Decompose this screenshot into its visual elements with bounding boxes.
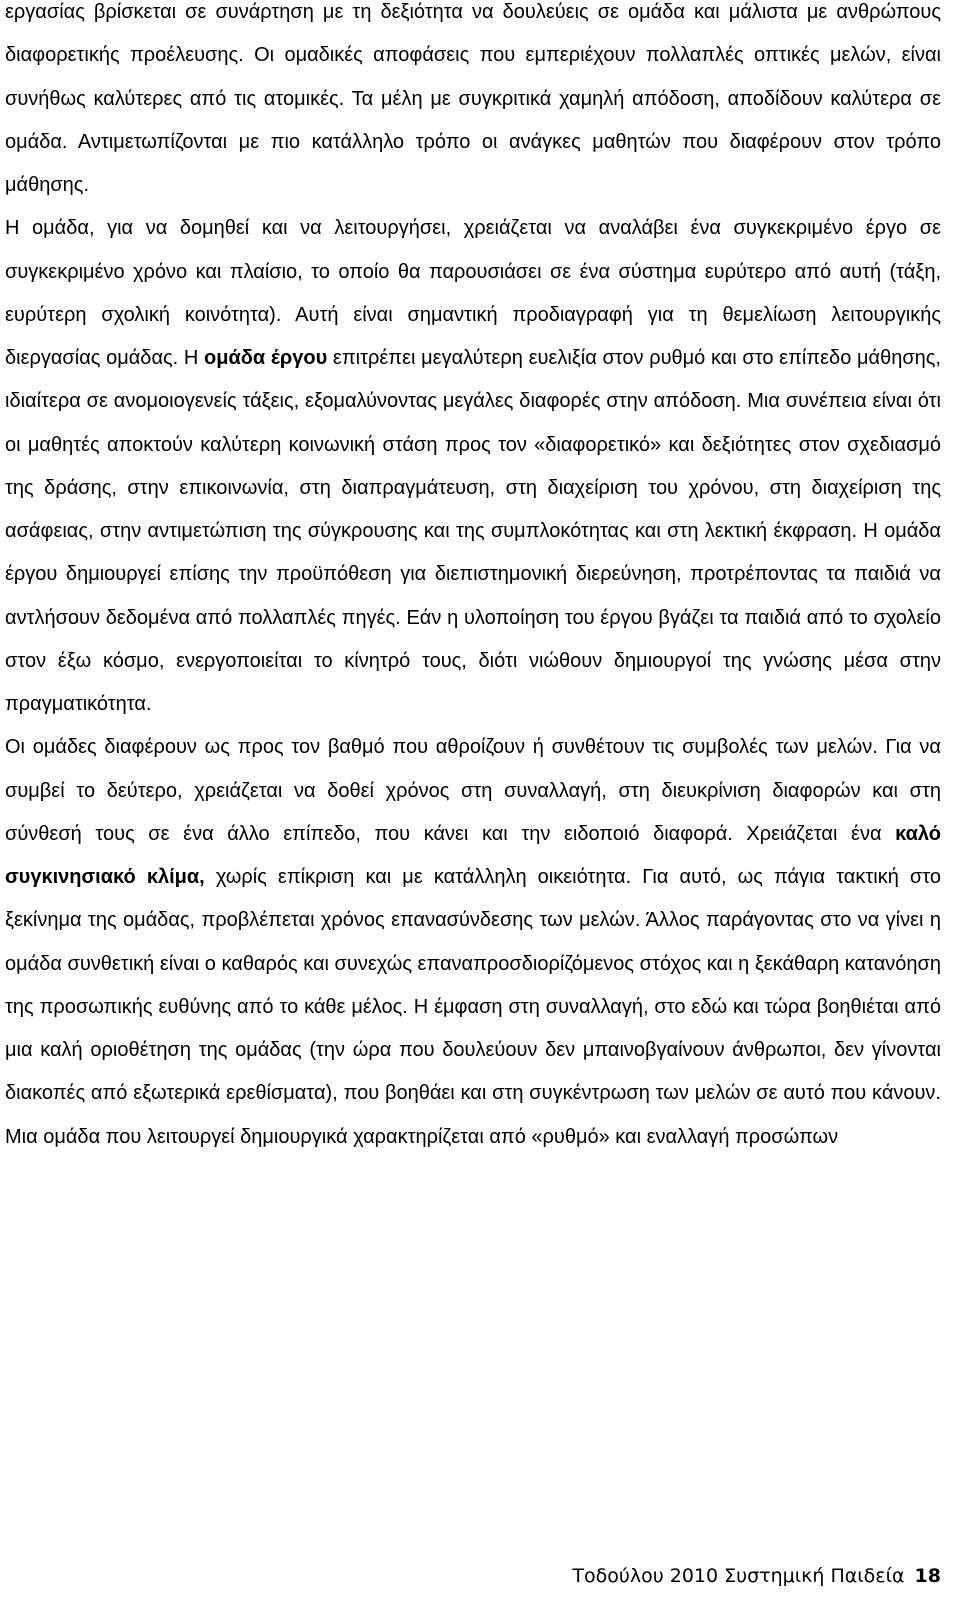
paragraph-1-text: εργασίας βρίσκεται σε συνάρτηση με τη δεξιότητα να δουλεύεις σε ομάδα και μάλιστα με ανθρώπους διαφορετικής προέλευσης. Οι ομαδικές αποφάσεις που εμπεριέχουν πολλαπλές οπτικές μελών, είναι συνήθως καλύτερες από τις ατομικές. Τα μέλη με συγκριτικά χαμηλή απόδοση, αποδίδουν καλύτερα σε ομάδα. Αντιμετωπίζονται με πιο κατάλληλο τρόπο οι ανάγκες μαθητών που διαφέρουν στον τρόπο μάθησης. — [5, 1, 941, 196]
footer-text: Τοδούλου 2010 Συστημική Παιδεία — [572, 1565, 905, 1587]
page-footer — [0, 1564, 941, 1588]
body-text — [5, 0, 941, 1159]
paragraph-2-text-start: Η ομάδα, για να δομηθεί και να λειτουργήσει, χρειάζεται να αναλάβει ένα συγκεκριμένο έργο σε συγκεκριμένο χρόνο και πλαίσιο, το οποίο θα παρουσιάσει σε ένα σύστημα ευρύτερο από αυτή (τάξη, ευρύτερη σχολική κοινότητα). Αυτή είναι σημαντική προδιαγραφή για τη θεμελίωση λειτουργικής διεργασίας ομάδας. Η — [5, 217, 941, 369]
emotional-climate-term: καλό συγκινησιακό κλίμα, — [5, 822, 941, 888]
project-team-term: ομάδα έργου — [204, 347, 328, 369]
page-number: 18 — [914, 1565, 941, 1587]
paragraph-3-text-rest: χωρίς επίκριση και με κατάλληλη οικειότητα. Για αυτό, ως πάγια τακτική στο ξεκίνημα της ομάδας, προβλέπεται χρόνος επανασύνδεσης των μελών. Άλλος παράγοντας στο να γίνει η ομάδα συνθετική είναι ο καθαρός και συνεχώς επαναπροσδιορίζόμενος στόχος και η ξεκάθαρη κατανόηση της προσωπικής ευθύνης από το κάθε μέλος. Η έμφαση στη συναλλαγή, στο εδώ και τώρα βοηθιέται από μια καλή οριοθέτηση της ομάδας (την ώρα που δουλεύουν δεν μπαινοβγαίνουν άνθρωποι, δεν γίνονται διακοπές από εξωτερικά ερεθίσματα), που βοηθάει και στη συγκέντρωση των μελών σε αυτό που κάνουν. Μια ομάδα που λειτουργεί δημιουργικά χαρακτηρίζεται από «ρυθμό» και εναλλαγή προσώπων — [5, 866, 941, 1148]
paragraph-3 — [5, 726, 941, 1159]
paragraph-2-text-rest: επιτρέπει μεγαλύτερη ευελιξία στον ρυθμό και στο επίπεδο μάθησης, ιδιαίτερα σε ανομοιογενείς τάξεις, εξομαλύνοντας μεγάλες διαφορές στην απόδοση. Μια συνέπεια είναι ότι οι μαθητές αποκτούν καλύτερη κοινωνική στάση προς τον «διαφορετικό» και δεξιότητες στον σχεδιασμό της δράσης, στην επικοινωνία, στη διαπραγμάτευση, στη διαχείριση του χρόνου, στη διαχείριση της ασάφειας, στην αντιμετώπιση της σύγκρουσης και της συμπλοκότητας και στη λεκτική έκφραση. Η ομάδα έργου δημιουργεί επίσης την προϋπόθεση για διεπιστημονική διερεύνηση, προτρέποντας τα παιδιά να αντλήσουν δεδομένα από πολλαπλές πηγές. Εάν η υλοποίηση του έργου βγάζει τα παιδιά από το σχολείο στον έξω κόσμο, ενεργοποιείται το κίνητρό τους, διότι νιώθουν δημιουργοί της γνώσης μέσα στην πραγματικότητα. — [5, 347, 941, 715]
paragraph-1 — [5, 0, 941, 207]
paragraph-2 — [5, 207, 941, 726]
paragraph-3-text-start: Οι ομάδες διαφέρουν ως προς τον βαθμό που αθροίζουν ή συνθέτουν τις συμβολές των μελών. Για να συμβεί το δεύτερο, χρειάζεται να δοθεί χρόνος στη συναλλαγή, στη διευκρίνιση διαφορών και στη σύνθεσή τους σε ένα άλλο επίπεδο, που κάνει και την ειδοποιό διαφορά. Χρειάζεται ένα — [5, 736, 941, 845]
